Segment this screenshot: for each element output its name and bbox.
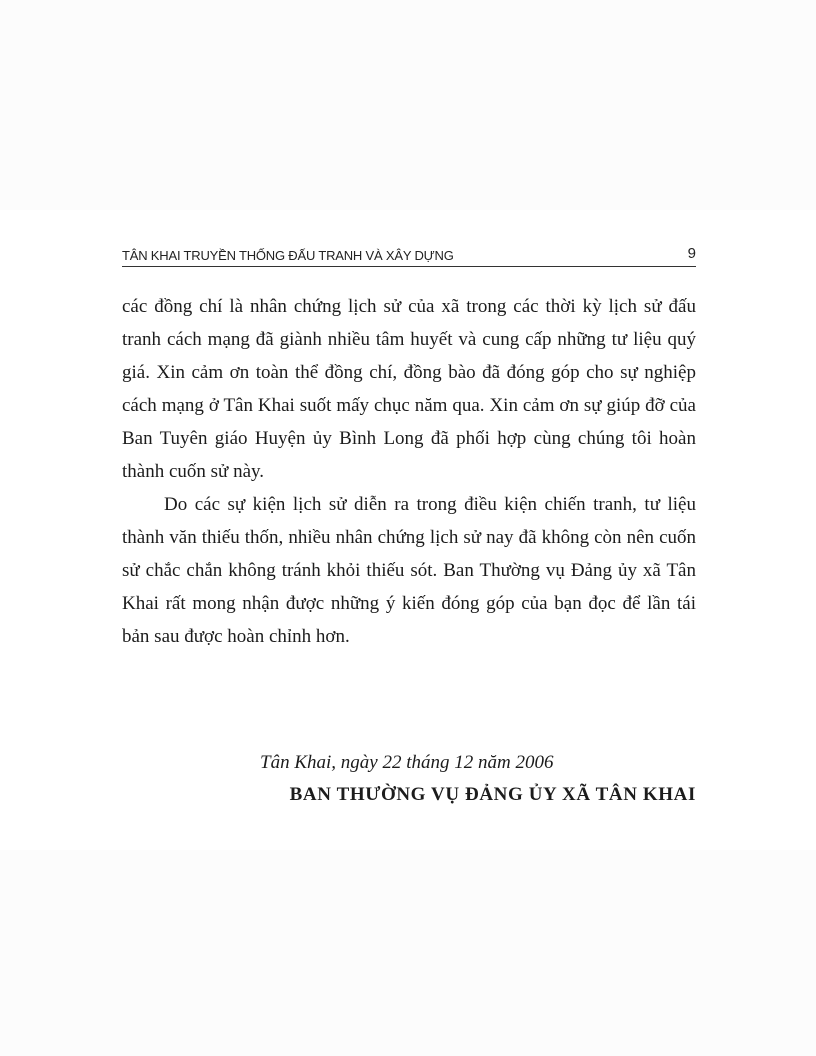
paragraph-continued: các đồng chí là nhân chứng lịch sử của xã trong các thời kỳ lịch sử đấu tranh cách mạng đã giành nhiều tâm huyết và cung cấp những tư liệu quý giá. Xin cảm ơn toàn thể đồng chí, đồng bào đã đóng góp cho sự nghiệp cách mạng ở Tân Khai suốt mấy chục năm qua. Xin cảm ơn sự giúp đỡ của Ban Tuyên giáo Huyện ủy Bình Long đã phối hợp cùng chúng tôi hoàn thành cuốn sử này.: [122, 296, 696, 482]
body-text: [122, 290, 696, 653]
signoff-block: [122, 746, 696, 811]
running-header-title: TÂN KHAI TRUYỀN THỐNG ĐẤU TRANH VÀ XÂY DỰNG: [122, 248, 454, 263]
running-header: [122, 244, 696, 267]
page-number: 9: [687, 245, 696, 262]
signoff-organization: BAN THƯỜNG VỤ ĐẢNG ỦY XÃ TÂN KHAI: [289, 784, 696, 805]
paragraph: Do các sự kiện lịch sử diễn ra trong điều kiện chiến tranh, tư liệu thành văn thiếu thốn, nhiều nhân chứng lịch sử nay đã không còn nên cuốn sử chắc chắn không tránh khỏi thiếu sót. Ban Thường vụ Đảng ủy xã Tân Khai rất mong nhận được những ý kiến đóng góp của bạn đọc để lần tái bản sau được hoàn chỉnh hơn.: [122, 494, 696, 647]
signoff-place-date: Tân Khai, ngày 22 tháng 12 năm 2006: [260, 752, 554, 773]
